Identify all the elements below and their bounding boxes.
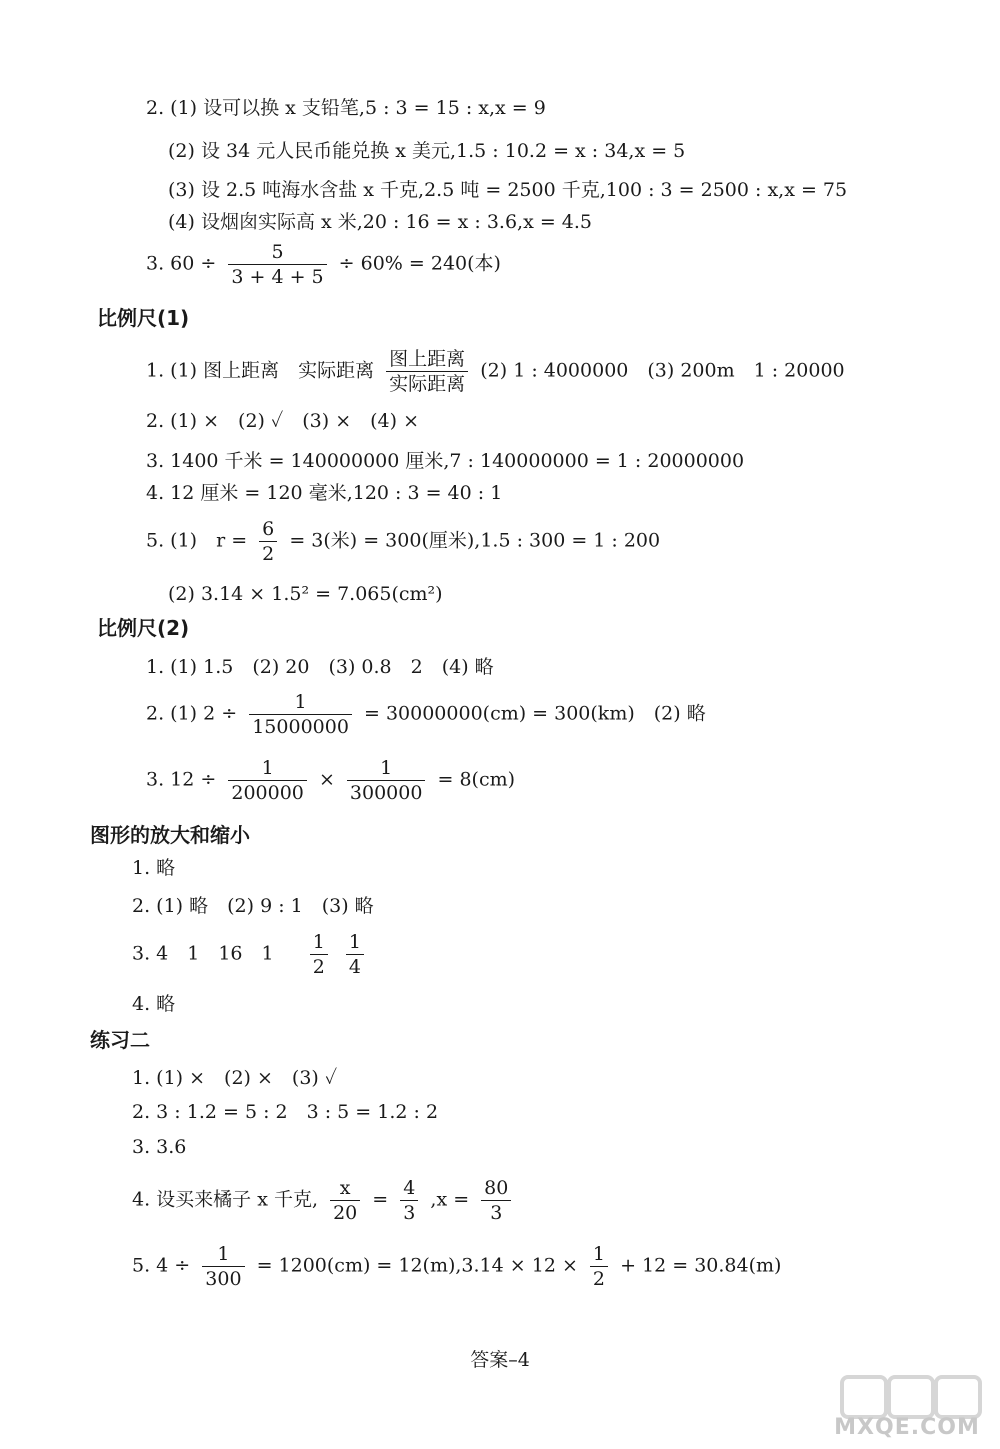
section-heading: 比例尺(1)	[97, 306, 190, 330]
answer-line: 2. (1) 略 (2) 9 : 1 (3) 略	[132, 895, 374, 917]
section-heading: 比例尺(2)	[97, 616, 190, 640]
answer-line: 4. 设买来橘子 x 千克, $\frac{x}{20}$ = $\frac{4}{3}$ ,x = $\frac{80}{3}$	[132, 1176, 517, 1225]
watermark-logo	[832, 1375, 982, 1440]
answer-line: 3. 4 1 16 1 $\frac{1}{2}$ $\frac{1}{4}$	[132, 930, 370, 979]
answer-line: 3. 3.6	[132, 1136, 187, 1158]
answer-line: (3) 设 2.5 吨海水含盐 x 千克,2.5 吨 = 2500 千克,100 : 3 = 2500 : x,x = 75	[168, 179, 848, 201]
fraction: $\frac{1}{4}$	[346, 930, 364, 979]
answer-line: 2. (1) 2 ÷ $\frac{1}{15000000}$ = 30000000(cm) = 300(km) (2) 略	[146, 691, 706, 738]
fraction: $\frac{4}{3}$	[400, 1176, 418, 1225]
answer-line: 4. 略	[132, 993, 176, 1015]
fraction: $\frac{80}{3}$	[481, 1176, 511, 1225]
answer-line: 2. 3 : 1.2 = 5 : 2 3 : 5 = 1.2 : 2	[132, 1101, 439, 1123]
answer-line: 5. 4 ÷ $\frac{1}{300}$ = 1200(cm) = 12(m),3.14 × 12 × $\frac{1}{2}$ + 12 = 30.84(m)	[132, 1243, 782, 1290]
fraction: $\frac{1}{200000}$	[228, 756, 307, 805]
fraction: $\frac{x}{20}$	[330, 1176, 360, 1225]
answer-line: 1. 略	[132, 857, 176, 879]
answer-line: (2) 3.14 × 1.5² = 7.065(cm²)	[168, 583, 443, 605]
answer-line: 3. 60 ÷ $\frac{5}{3 + 4 + 5}$ ÷ 60% = 240(本)	[146, 241, 501, 288]
section-heading: 图形的放大和缩小	[90, 823, 250, 847]
fraction: $\frac{1}{2}$	[310, 930, 328, 979]
fraction: $\frac{1}{300}$	[202, 1242, 244, 1291]
answer-line: 1. (1) 图上距离 实际距离 图上距离 实际距离 (2) 1 : 4000000 (3) 200m 1 : 20000	[146, 348, 845, 395]
fraction: $\frac{1}{2}$	[590, 1242, 608, 1291]
answer-line: 3. 12 ÷ $\frac{1}{200000}$ × $\frac{1}{300000}$ = 8(cm)	[146, 757, 516, 804]
fraction: $\frac{5}{3 + 4 + 5}$	[228, 240, 326, 289]
answer-line: 1. (1) × (2) × (3) ✓	[132, 1067, 338, 1089]
fraction: 图上距离 实际距离	[386, 347, 468, 396]
fraction: $\frac{1}{15000000}$	[249, 690, 352, 739]
answer-line: 4. 12 厘米 = 120 毫米,120 : 3 = 40 : 1	[146, 482, 503, 504]
answer-line: 2. (1) × (2) ✓ (3) × (4) ×	[146, 410, 419, 432]
answer-line: 5. (1) r = $\frac{6}{2}$ = 3(米) = 300(厘米),1.5 : 300 = 1 : 200	[146, 518, 661, 565]
answer-line: (4) 设烟囱实际高 x 米,20 : 16 = x : 3.6,x = 4.5	[168, 211, 593, 233]
answer-line: 3. 1400 千米 = 140000000 厘米,7 : 140000000 = 1 : 20000000	[146, 450, 745, 472]
fraction: $\frac{6}{2}$	[259, 517, 277, 566]
watermark-text: MXQE.COM	[834, 1415, 980, 1440]
page-number: 答案–4	[470, 1349, 530, 1371]
section-heading: 练习二	[90, 1028, 150, 1052]
answer-line: 1. (1) 1.5 (2) 20 (3) 0.8 2 (4) 略	[146, 656, 494, 678]
answer-line: 2. (1) 设可以换 x 支铅笔,5 : 3 = 15 : x,x = 9	[146, 97, 546, 119]
answer-line: (2) 设 34 元人民币能兑换 x 美元,1.5 : 10.2 = x : 34,x = 5	[168, 140, 686, 162]
fraction: $\frac{1}{300000}$	[347, 756, 426, 805]
